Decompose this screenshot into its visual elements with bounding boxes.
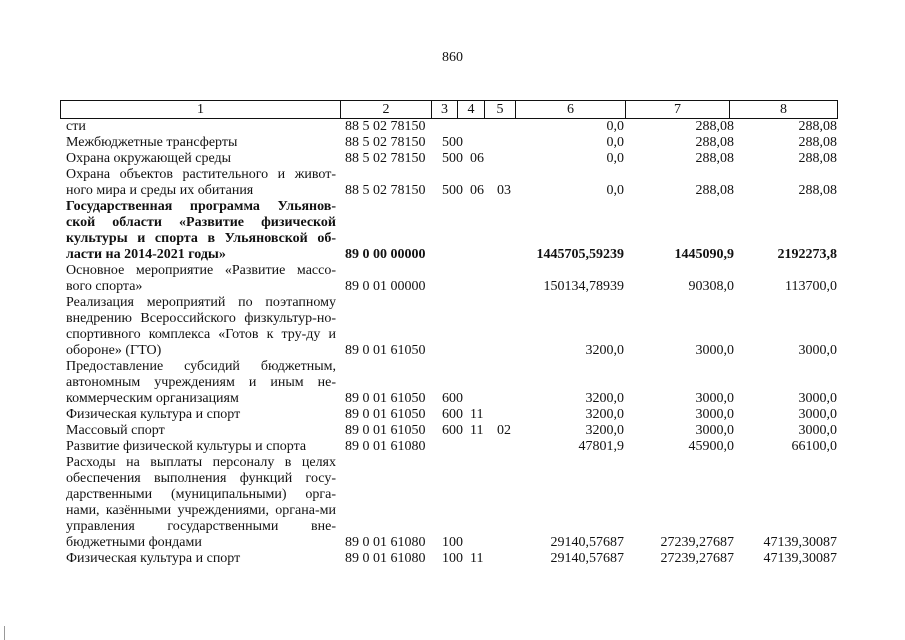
row-code: 89 0 00 00000 [345,247,426,262]
row-value-col7: 3000,0 [695,391,734,406]
row-value-col6: 3200,0 [585,407,624,422]
column-header-table [60,100,838,119]
column-header-1: 1 [61,101,341,119]
table-row [0,263,905,295]
row-name: Охрана окружающей среды [66,151,232,166]
table-row [0,439,905,455]
row-value-col6: 0,0 [606,119,624,134]
row-name: Развитие физической культуры и спорта [66,439,307,454]
page-number: 860 [442,50,463,65]
table-row [0,199,905,263]
column-header-6: 6 [516,101,626,119]
row-section: 06 [470,151,484,166]
row-name: Предоставление субсидий бюджетным, автономным учреждениям и иным не-коммерческим организациям [66,359,336,406]
row-expense-type: 600 [442,423,463,438]
row-value-col8: 288,08 [798,151,837,166]
row-expense-type: 500 [442,151,463,166]
table-row [0,119,905,135]
table-row [0,407,905,423]
row-value-col7: 3000,0 [695,423,734,438]
row-value-col8: 288,08 [798,183,837,198]
row-value-col7: 90308,0 [688,279,734,294]
column-header-5: 5 [485,101,516,119]
row-value-col7: 3000,0 [695,407,734,422]
row-section: 11 [470,551,484,566]
column-header-7: 7 [626,101,730,119]
row-value-col6: 29140,57687 [550,551,624,566]
table-row [0,359,905,407]
row-value-col6: 3200,0 [585,391,624,406]
column-header-row [61,101,838,119]
row-name: Межбюджетные трансферты [66,135,238,150]
row-value-col8: 3000,0 [798,423,837,438]
row-value-col8: 66100,0 [791,439,837,454]
row-code: 88 5 02 78150 [345,135,426,150]
row-value-col6: 3200,0 [585,343,624,358]
row-expense-type: 100 [442,535,463,550]
row-value-col6: 0,0 [606,151,624,166]
row-value-col8: 47139,30087 [763,551,837,566]
row-name: сти [66,119,86,134]
table-row [0,151,905,167]
row-section: 11 [470,407,484,422]
table-row [0,135,905,151]
row-name: Физическая культура и спорт [66,407,241,422]
row-value-col6: 150134,78939 [543,279,624,294]
row-value-col8: 47139,30087 [763,535,837,550]
row-value-col7: 288,08 [695,119,734,134]
row-value-col8: 288,08 [798,135,837,150]
row-name: Реализация мероприятий по поэтапному внедрению Всероссийского физкультур-но-спортивного комплекса «Готов к тру-ду и обороне» (ГТО) [66,295,336,358]
row-code: 88 5 02 78150 [345,183,426,198]
row-value-col6: 47801,9 [578,439,624,454]
row-code: 89 0 01 61080 [345,535,426,550]
row-value-col6: 0,0 [606,135,624,150]
row-value-col7: 1445090,9 [674,247,734,262]
row-name: Физическая культура и спорт [66,551,241,566]
column-header-3: 3 [432,101,458,119]
row-name: Основное мероприятие «Развитие массо-вого спорта» [66,263,336,294]
row-code: 89 0 01 61050 [345,391,426,406]
row-name: Расходы на выплаты персоналу в целях обеспечения выполнения функций госу-дарственными (муниципальными) орга-нами, казёнными учреждениями, органа-ми управления государственными вне-бюджетными фондами [66,455,336,550]
table-row [0,295,905,359]
row-value-col7: 45900,0 [688,439,734,454]
row-code: 89 0 01 61080 [345,551,426,566]
row-value-col8: 3000,0 [798,343,837,358]
row-value-col7: 288,08 [695,151,734,166]
row-value-col8: 288,08 [798,119,837,134]
table-row [0,423,905,439]
column-header-2: 2 [341,101,432,119]
row-section: 11 [470,423,484,438]
row-value-col6: 1445705,59239 [536,247,624,262]
row-value-col8: 3000,0 [798,391,837,406]
row-value-col7: 288,08 [695,135,734,150]
row-code: 89 0 01 61080 [345,439,426,454]
row-name: Массовый спорт [66,423,165,438]
row-value-col8: 3000,0 [798,407,837,422]
budget-table-body [0,119,905,567]
table-row [0,455,905,551]
row-expense-type: 500 [442,135,463,150]
row-code: 89 0 01 61050 [345,343,426,358]
row-code: 89 0 01 61050 [345,423,426,438]
row-name: Государственная программа Ульянов-ской области «Развитие физической культуры и спорта в Ульяновской об-ласти на 2014-2021 годы» [66,199,336,262]
table-row [0,167,905,199]
column-header-4: 4 [458,101,485,119]
table-row [0,551,905,567]
row-subsection: 02 [497,423,511,438]
row-subsection: 03 [497,183,511,198]
row-name: Охрана объектов растительного и живот-ного мира и среды их обитания [66,167,336,198]
scan-edge-mark [4,626,5,640]
row-expense-type: 500 [442,183,463,198]
row-value-col8: 113700,0 [785,279,837,294]
row-expense-type: 600 [442,391,463,406]
row-section: 06 [470,183,484,198]
row-value-col6: 0,0 [606,183,624,198]
row-value-col7: 27239,27687 [660,535,734,550]
row-value-col8: 2192273,8 [777,247,837,262]
column-header-8: 8 [730,101,838,119]
row-value-col7: 27239,27687 [660,551,734,566]
row-value-col6: 3200,0 [585,423,624,438]
row-value-col6: 29140,57687 [550,535,624,550]
row-expense-type: 600 [442,407,463,422]
row-code: 89 0 01 61050 [345,407,426,422]
row-value-col7: 3000,0 [695,343,734,358]
row-code: 88 5 02 78150 [345,151,426,166]
row-expense-type: 100 [442,551,463,566]
row-value-col7: 288,08 [695,183,734,198]
row-code: 88 5 02 78150 [345,119,426,134]
row-code: 89 0 01 00000 [345,279,426,294]
